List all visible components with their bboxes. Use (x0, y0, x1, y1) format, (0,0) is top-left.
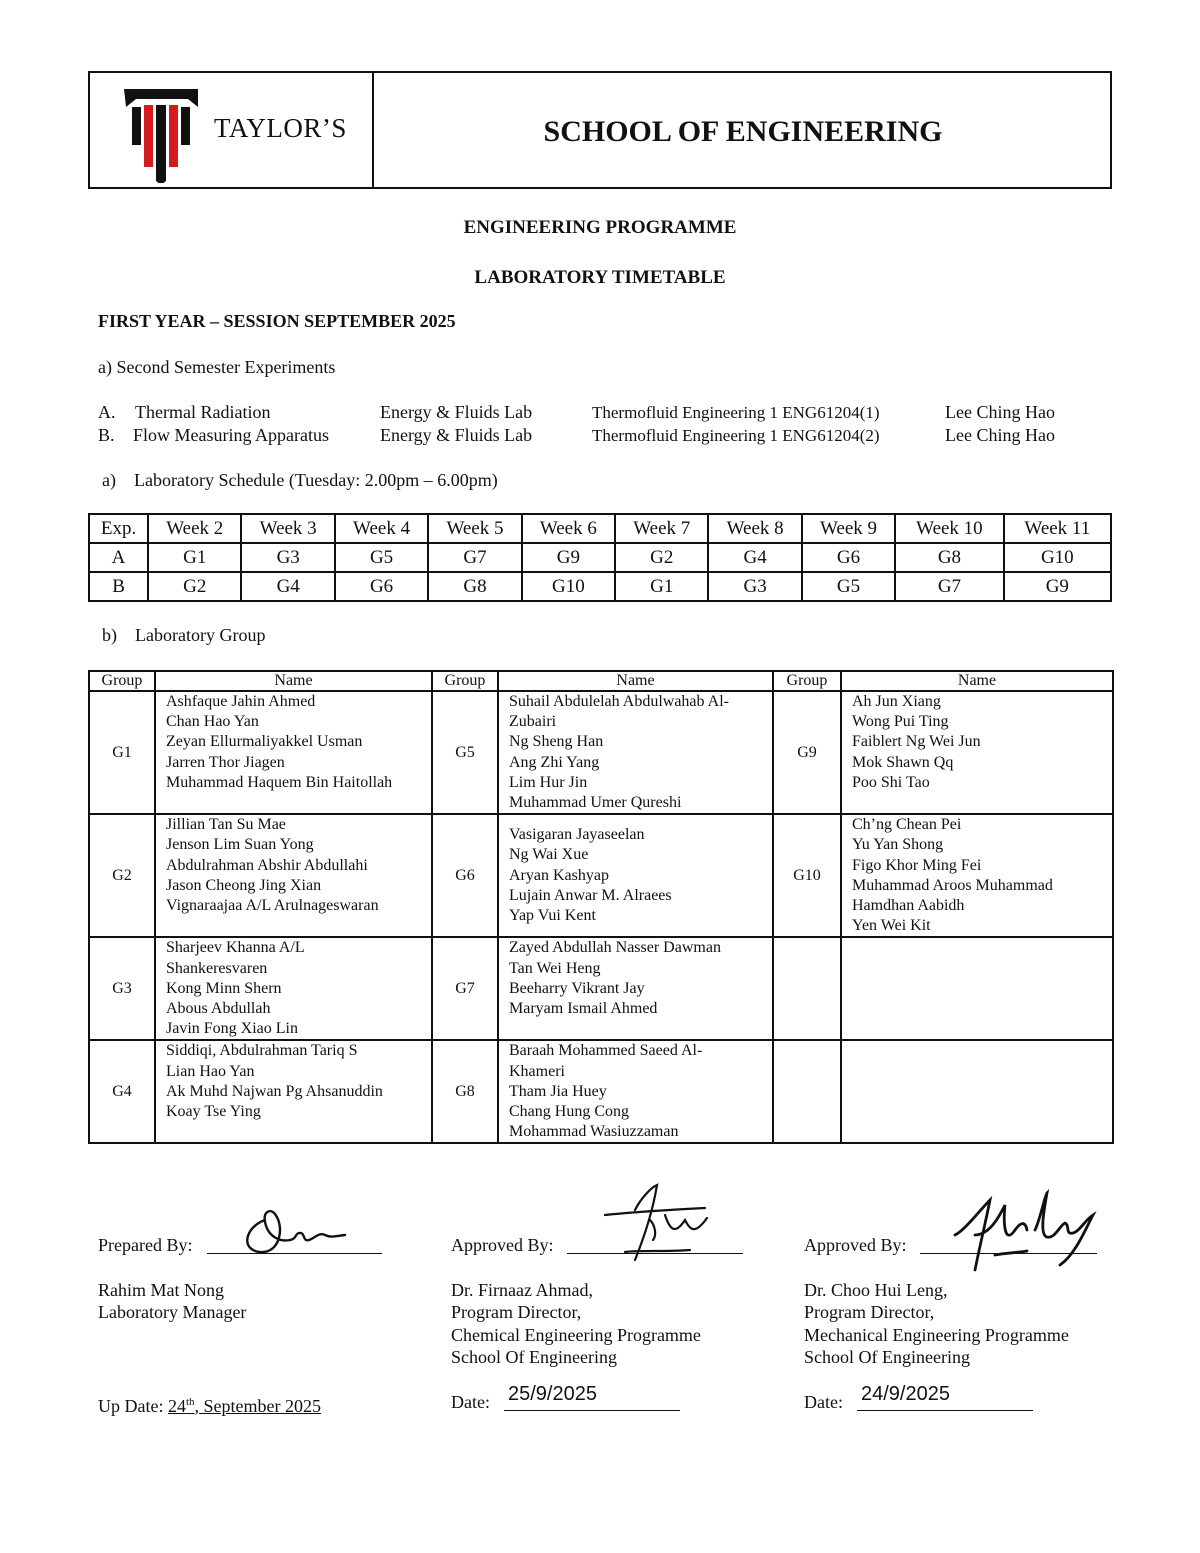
logo-text: TAYLOR’S (214, 113, 347, 143)
group-names-cell (498, 691, 773, 814)
group-id-cell: G7 (432, 937, 498, 1040)
member-name: Abous Abdullah (166, 1000, 271, 1018)
group-names-cell (498, 814, 773, 937)
schedule-cell: G3 (241, 543, 334, 572)
member-name: Mok Shawn Qq (852, 753, 954, 771)
group-row (89, 937, 1113, 1040)
member-name: Ah Jun Xiang (852, 693, 941, 710)
groups-body (89, 691, 1113, 1143)
group-col-header: Group (89, 671, 155, 691)
member-name: Siddiqi, Abdulrahman Tariq S (166, 1042, 358, 1060)
approved1-line-4: School Of Engineering (451, 1347, 617, 1367)
schedule-cell: B (89, 572, 148, 601)
schedule-cell: G9 (1004, 572, 1111, 601)
group-id-cell: G10 (773, 814, 841, 937)
member-name: Hamdhan Aabidh (852, 897, 965, 915)
school-title: SCHOOL OF ENGINEERING (543, 115, 943, 148)
member-name (509, 815, 772, 825)
schedule-row (89, 543, 1111, 572)
member-name: Muhammad Umer Qureshi (509, 794, 682, 812)
update-day: 24 (167, 1396, 186, 1416)
member-name: Zeyan Ellurmaliyakkel Usman (166, 733, 363, 751)
schedule-header-cell: Week 4 (335, 514, 428, 543)
experiment-a-course: Thermofluid Engineering 1 ENG61204(1) (592, 403, 880, 422)
schedule-header-cell: Week 7 (615, 514, 708, 543)
schedule-cell: G4 (708, 543, 801, 572)
approved2-date-label: Date: (804, 1392, 843, 1412)
approved1-signature (595, 1180, 725, 1270)
member-name: Ak Muhd Najwan Pg Ahsanuddin (166, 1082, 383, 1100)
member-name: Figo Khor Ming Fei (852, 856, 982, 874)
schedule-cell: G2 (148, 572, 241, 601)
groups-heading: b) Laboratory Group (102, 625, 266, 645)
approved2-line-4: School Of Engineering (804, 1347, 970, 1367)
experiment-b-course: Thermofluid Engineering 1 ENG61204(2) (592, 426, 880, 445)
schedule-cell: G10 (522, 572, 615, 601)
group-id-cell: G8 (432, 1040, 498, 1143)
group-id-cell: G1 (89, 691, 155, 814)
approved1-date-line (504, 1410, 680, 1411)
schedule-cell: G3 (708, 572, 801, 601)
experiment-a-lab: Energy & Fluids Lab (380, 402, 533, 422)
member-name: Yen Wei Kit (852, 917, 931, 935)
approved1-date: 25/9/2025 (508, 1383, 597, 1405)
member-name: Mohammad Wasiuzzaman (509, 1123, 679, 1141)
group-names-cell (155, 1040, 432, 1143)
group-names-cell (498, 937, 773, 1040)
approved2-date-line (857, 1410, 1033, 1411)
member-name: Tan Wei Heng (509, 959, 601, 977)
schedule-cell: G9 (522, 543, 615, 572)
experiment-b-letter: B. (98, 425, 115, 445)
member-name: Poo Shi Tao (852, 773, 930, 791)
taylors-logo-icon (122, 85, 202, 183)
member-name: Baraah Mohammed Saeed Al- (509, 1042, 703, 1060)
experiment-a-staff: Lee Ching Hao (945, 402, 1055, 422)
member-name: Shankeresvaren (166, 959, 268, 977)
schedule-cell: G2 (615, 543, 708, 572)
member-name: Faiblert Ng Wei Jun (852, 733, 981, 751)
update-rest: , September 2025 (194, 1396, 322, 1416)
member-name: Ch’ng Chean Pei (852, 816, 962, 834)
schedule-header-cell: Exp. (89, 514, 148, 543)
group-id-cell: G3 (89, 937, 155, 1040)
group-col-header: Group (773, 671, 841, 691)
approved1-line-1: Dr. Firnaaz Ahmad, (451, 1280, 593, 1300)
schedule-row (89, 572, 1111, 601)
member-name: Aryan Kashyap (509, 866, 609, 884)
groups-table (88, 670, 1114, 1144)
group-names-cell (841, 1040, 1113, 1143)
experiment-b-name: Flow Measuring Apparatus (133, 425, 329, 445)
name-col-header: Name (498, 671, 773, 691)
group-names-cell (155, 691, 432, 814)
schedule-header-cell: Week 11 (1004, 514, 1111, 543)
member-name: Beeharry Vikrant Jay (509, 979, 645, 997)
member-name: Javin Fong Xiao Lin (166, 1020, 298, 1038)
member-name: Jason Cheong Jing Xian (166, 876, 322, 894)
groups-header-row (89, 671, 1113, 691)
group-row (89, 691, 1113, 814)
group-id-cell: G4 (89, 1040, 155, 1143)
member-name: Tham Jia Huey (509, 1082, 607, 1100)
member-name: Abdulrahman Abshir Abdullahi (166, 856, 368, 874)
schedule-cell: G8 (895, 543, 1003, 572)
prepared-title: Laboratory Manager (98, 1302, 247, 1322)
member-name: Zayed Abdullah Nasser Dawman (509, 939, 721, 957)
schedule-header-cell: Week 3 (241, 514, 334, 543)
schedule-header-cell: Week 2 (148, 514, 241, 543)
group-id-cell (773, 937, 841, 1040)
approved2-line-3: Mechanical Engineering Programme (804, 1325, 1069, 1345)
approved2-label: Approved By: (804, 1235, 907, 1255)
update-label: Up Date: (98, 1396, 164, 1416)
experiment-a-letter: A. (98, 402, 116, 422)
schedule-cell: G6 (335, 572, 428, 601)
prepared-label: Prepared By: (98, 1235, 193, 1255)
schedule-cell: G7 (428, 543, 521, 572)
schedule-cell: G5 (802, 572, 895, 601)
approved2-line-2: Program Director, (804, 1302, 935, 1322)
member-name: Wong Pui Ting (852, 713, 949, 731)
group-id-cell: G9 (773, 691, 841, 814)
member-name: Yap Vui Kent (509, 907, 596, 925)
group-row (89, 1040, 1113, 1143)
group-id-cell: G6 (432, 814, 498, 937)
schedule-header-cell: Week 5 (428, 514, 521, 543)
timetable-title: LABORATORY TIMETABLE (474, 267, 726, 288)
schedule-header-cell: Week 10 (895, 514, 1003, 543)
member-name: Vignaraajaa A/L Arulnageswaran (166, 897, 379, 915)
approved1-label: Approved By: (451, 1235, 554, 1255)
member-name: Ang Zhi Yang (509, 753, 600, 771)
group-id-cell: G5 (432, 691, 498, 814)
schedule-cell: G6 (802, 543, 895, 572)
session-title: FIRST YEAR – SESSION SEPTEMBER 2025 (98, 311, 456, 331)
group-names-cell (841, 691, 1113, 814)
member-name: Muhammad Aroos Muhammad (852, 876, 1053, 894)
programme-title: ENGINEERING PROGRAMME (463, 217, 737, 238)
approved2-signature (935, 1185, 1105, 1280)
approved2-line-1: Dr. Choo Hui Leng, (804, 1280, 948, 1300)
member-name: Suhail Abdulelah Abdulwahab Al- (509, 693, 729, 710)
schedule-cell: G10 (1004, 543, 1111, 572)
group-names-cell (155, 814, 432, 937)
name-col-header: Name (841, 671, 1113, 691)
approved1-date-label: Date: (451, 1392, 490, 1412)
schedule-cell: G7 (895, 572, 1003, 601)
update-date (98, 1391, 321, 1418)
approved1-line-3: Chemical Engineering Programme (451, 1325, 701, 1345)
member-name: Muhammad Haquem Bin Haitollah (166, 773, 393, 791)
approved1-line-2: Program Director, (451, 1302, 582, 1322)
group-names-cell (841, 814, 1113, 937)
member-name: Lujain Anwar M. Alraees (509, 886, 672, 904)
schedule-cell: G4 (241, 572, 334, 601)
member-name: Lian Hao Yan (166, 1062, 255, 1080)
schedule-cell: A (89, 543, 148, 572)
member-name: Jarren Thor Jiagen (166, 753, 285, 771)
prepared-name: Rahim Mat Nong (98, 1280, 224, 1300)
header-box (88, 71, 1112, 189)
group-id-cell (773, 1040, 841, 1143)
member-name: Ng Wai Xue (509, 846, 589, 864)
member-name: Sharjeev Khanna A/L (166, 939, 305, 957)
experiment-b-lab: Energy & Fluids Lab (380, 425, 533, 445)
member-name: Khameri (509, 1062, 565, 1080)
experiment-b-staff: Lee Ching Hao (945, 425, 1055, 445)
schedule-table (88, 513, 1112, 602)
group-id-cell: G2 (89, 814, 155, 937)
name-col-header: Name (155, 671, 432, 691)
group-row (89, 814, 1113, 937)
member-name: Jenson Lim Suan Yong (166, 836, 314, 854)
group-names-cell (155, 937, 432, 1040)
member-name: Vasigaran Jayaseelan (509, 826, 645, 844)
schedule-cell: G1 (148, 543, 241, 572)
taylors-logo (122, 85, 362, 181)
update-value (168, 1396, 321, 1416)
approved2-date: 24/9/2025 (861, 1383, 950, 1405)
schedule-header-cell: Week 8 (708, 514, 801, 543)
member-name: Chan Hao Yan (166, 713, 259, 731)
experiments-heading: a) Second Semester Experiments (98, 357, 336, 377)
update-sup: th (185, 1396, 195, 1408)
group-names-cell (841, 937, 1113, 1040)
schedule-cell: G1 (615, 572, 708, 601)
member-name: Jillian Tan Su Mae (166, 816, 286, 834)
schedule-header-cell: Week 6 (522, 514, 615, 543)
member-name: Chang Hung Cong (509, 1103, 629, 1121)
member-name: Ng Sheng Han (509, 733, 604, 751)
group-names-cell (498, 1040, 773, 1143)
member-name: Yu Yan Shong (852, 836, 944, 854)
member-name: Maryam Ismail Ahmed (509, 1000, 658, 1018)
group-col-header: Group (432, 671, 498, 691)
schedule-cell: G5 (335, 543, 428, 572)
member-name: Lim Hur Jin (509, 773, 588, 791)
experiment-a-name: Thermal Radiation (135, 402, 271, 422)
member-name: Ashfaque Jahin Ahmed (166, 693, 316, 710)
schedule-header-row (89, 514, 1111, 543)
member-name: Koay Tse Ying (166, 1103, 261, 1121)
schedule-heading: a) Laboratory Schedule (Tuesday: 2.00pm – 6.00pm) (102, 470, 498, 490)
schedule-cell: G8 (428, 572, 521, 601)
prepared-signature (235, 1202, 355, 1262)
member-name: Zubairi (509, 713, 557, 731)
member-name: Kong Minn Shern (166, 979, 282, 997)
schedule-header-cell: Week 9 (802, 514, 895, 543)
